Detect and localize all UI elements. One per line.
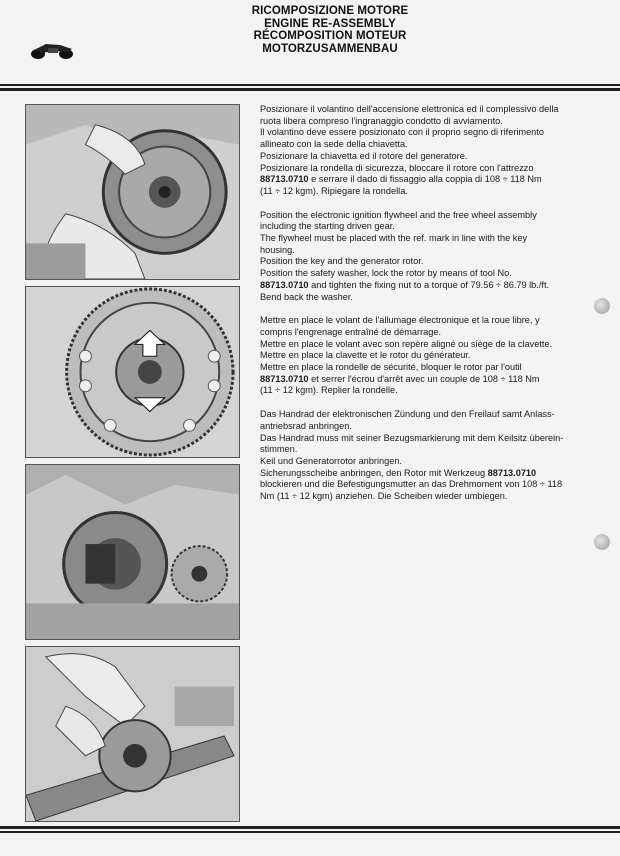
tool-code: 88713.0710 [260,373,309,384]
torque-wrench-photo [25,646,240,822]
text-line: The flywheel must be placed with the ref. mark in line with the key [260,233,528,244]
text-line: antriebsrad anbringen. [260,420,352,431]
text-line: Mettre en place la rondelle de sécurité, bloquer le rotor par l'outil [260,362,522,373]
text-line: Mettre en place le volant avec son repère aligné ou siège de la clavette. [260,338,553,349]
text-line: Nm (11 ÷ 12 kgm) anziehen. Die Scheiben wieder umbiegen. [260,491,508,502]
text-line: Position the electronic ignition flywheel and the free wheel assembly [260,209,537,220]
text-line: including the starting driven gear. [260,221,395,232]
tool-code: 88713.0710 [260,174,309,185]
text-line [260,174,590,186]
text-line: Position the safety washer, lock the rotor by means of tool No. [260,268,512,279]
text-line: blockieren und die Befestigungsmutter an das Drehmoment von 108 ÷ 118 [260,479,563,490]
binder-hole-icon [594,534,610,550]
english-paragraph [260,210,590,304]
rotor-assembly-photo [25,464,240,640]
title-italian: RICOMPOSIZIONE MOTORE [251,5,409,17]
text-line: housing. [260,244,295,255]
italian-paragraph [260,104,590,198]
binder-hole-icon [594,298,610,314]
motorcycle-icon [28,40,76,60]
text-line: Bend back the washer. [260,291,353,302]
text-line [260,468,590,480]
header-rule [0,84,620,91]
text-line: (11 ÷ 12 kgm). Ripiegare la rondella. [260,185,408,196]
flywheel-installation-photo [25,104,240,280]
page-title [180,5,480,55]
tool-line-start: Sicherungsscheibe anbringen, den Rotor mit Werkzeug [260,467,488,478]
title-english: ENGINE RE-ASSEMBLY [264,17,396,30]
title-german: MOTORZUSAMMENBAU [262,42,398,55]
tool-code: 88713.0710 [487,467,537,478]
tool-line-rest: and tighten the fixing nut to a torque of 79.56 ÷ 86.79 lb./ft. [308,279,550,290]
tool-line-rest: e serrare il dado di fissaggio alla coppia di 108 ÷ 118 Nm [308,174,542,185]
french-paragraph [260,315,590,397]
text-line: Posizionare la rondella di sicurezza, bloccare il rotore con l'attrezzo [260,162,534,173]
text-line: compris l'engrenage entraîné de démarrage. [260,326,442,337]
text-line: Das Handrad muss mit seiner Bezugsmarkierung mit dem Keilsitz überein- [260,432,564,443]
title-french: RÉCOMPOSITION MOTEUR [253,30,407,42]
text-line: Posizionare il volantino dell'accensione elettronica ed il complessivo della [260,104,559,114]
text-line: Das Handrad der elektronischen Zündung und den Freilauf samt Anlass- [260,409,555,420]
text-line: stimmen. [260,444,298,455]
text-line [260,280,590,292]
text-line: Mettre en place le volant de l'allumage électronique et la roue libre, y [260,315,540,326]
text-line [260,374,590,386]
footer-rule [0,826,620,833]
tool-line-rest: et serrer l'écrou d'arrêt avec un couple de 108 ÷ 118 Nm [308,373,540,384]
text-line: allineato con la sede della chiavetta. [260,139,408,150]
text-line: Position the key and the generator rotor. [260,256,424,267]
text-line: Keil und Generatorrotor anbringen. [260,455,402,466]
text-line: Posizionare la chiavetta ed il rotore del generatore. [260,150,468,161]
text-line: Mettre en place la clavette et le rotor du générateur. [260,350,471,361]
flywheel-key-alignment-photo [25,286,240,458]
text-line: ruota libera compreso l'ingranaggio condotto di avviamento. [260,115,503,126]
instructions-text [260,104,590,503]
text-line: (11 ÷ 12 kgm). Replier la rondelle. [260,385,398,396]
text-line: Il volantino deve essere posizionato con il proprio segno di riferimento [260,127,544,138]
german-paragraph [260,409,590,503]
tool-code: 88713.0710 [260,279,309,290]
